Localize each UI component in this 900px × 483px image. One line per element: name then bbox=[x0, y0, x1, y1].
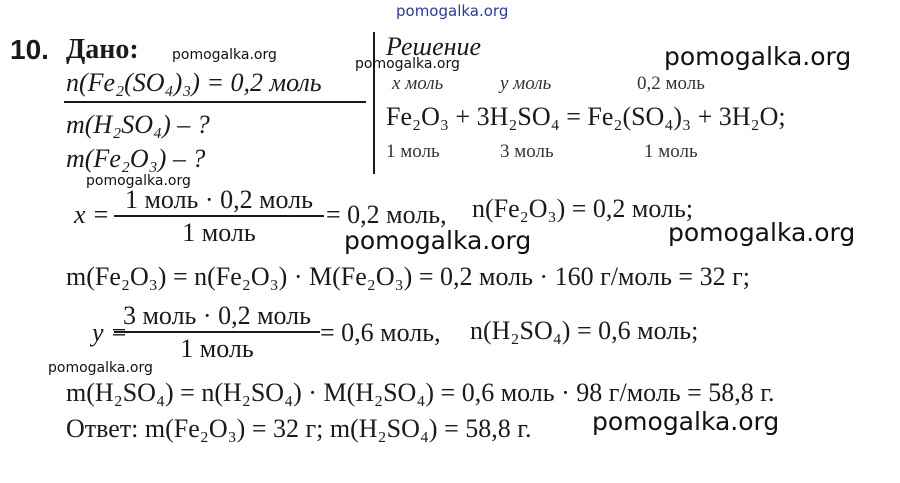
given-separator bbox=[373, 32, 375, 174]
x-rhs: = 0,2 моль, bbox=[326, 200, 447, 229]
y-numerator: 3 моль · 0,2 моль bbox=[122, 301, 312, 330]
x-fraction-bar bbox=[114, 215, 324, 217]
watermark: pomogalka.org bbox=[668, 218, 856, 247]
given-line-3: m(Fe₂O₃) – ? bbox=[66, 144, 206, 173]
x-fraction bbox=[114, 186, 324, 247]
x-n-result: n(Fe₂O₃) = 0,2 моль; bbox=[472, 194, 694, 223]
equation-above-x: x моль bbox=[392, 73, 444, 94]
watermark: pomogalka.org bbox=[664, 42, 852, 71]
answer-line: Ответ: m(Fe₂O₃) = 32 г; m(H₂SO₄) = 58,8 г. bbox=[66, 414, 532, 443]
watermark: pomogalka.org bbox=[48, 360, 153, 376]
y-denominator: 1 моль bbox=[180, 334, 254, 364]
reaction-equation: Fe₂O₃ + 3H₂SO₄ = Fe₂(SO₄)₃ + 3H₂O; bbox=[386, 102, 786, 131]
x-lhs: x = bbox=[74, 200, 110, 229]
watermark: pomogalka.org bbox=[355, 56, 460, 72]
y-lhs: y = bbox=[92, 318, 128, 347]
m-h2so4-line: m(H₂SO₄) = n(H₂SO₄) · M(H₂SO₄) = 0,6 моль · 98 г/моль = 58,8 г. bbox=[66, 378, 775, 407]
watermark: pomogalka.org bbox=[592, 407, 780, 436]
given-heading: Дано: bbox=[66, 34, 139, 65]
x-numerator: 1 моль · 0,2 моль bbox=[124, 185, 314, 214]
given-line-1: n(Fe₂(SO₄)₃) = 0,2 моль bbox=[66, 68, 322, 97]
watermark-top: pomogalka.org bbox=[396, 2, 509, 20]
watermark: pomogalka.org bbox=[172, 47, 277, 63]
y-fraction bbox=[114, 302, 320, 363]
y-n-result: n(H₂SO₄) = 0,6 моль; bbox=[470, 316, 699, 345]
solution-heading: Решение bbox=[386, 32, 482, 61]
watermark: pomogalka.org bbox=[344, 226, 532, 255]
watermark: pomogalka.org bbox=[86, 173, 191, 189]
given-divider bbox=[64, 101, 366, 103]
equation-above-y: y моль bbox=[500, 73, 552, 94]
y-fraction-bar bbox=[114, 331, 320, 333]
problem-number: 10. bbox=[10, 34, 49, 65]
x-denominator: 1 моль bbox=[182, 218, 256, 248]
given-line-2: m(H₂SO₄) – ? bbox=[66, 110, 210, 139]
equation-below-1: 1 моль bbox=[386, 141, 440, 162]
equation-above-z: 0,2 моль bbox=[637, 73, 705, 94]
equation-below-3: 1 моль bbox=[644, 141, 698, 162]
y-rhs: = 0,6 моль, bbox=[320, 318, 441, 347]
equation-below-2: 3 моль bbox=[500, 141, 554, 162]
m-fe2o3-line: m(Fe₂O₃) = n(Fe₂O₃) · M(Fe₂O₃) = 0,2 моль · 160 г/моль = 32 г; bbox=[66, 262, 750, 291]
